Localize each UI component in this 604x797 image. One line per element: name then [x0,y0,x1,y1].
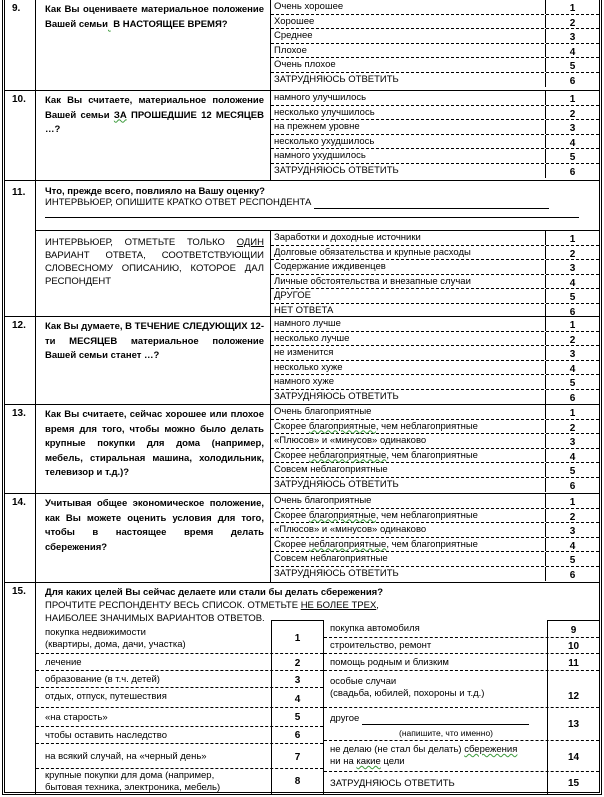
answer-option[interactable]: не делаю (не стал бы делать) сбережения ни на какие цели 14 [324,741,599,772]
answer-option[interactable]: не изменится 3 [271,346,599,361]
answer-option[interactable]: Хорошее 2 [271,15,599,30]
answer-code: 6 [545,478,599,493]
answer-code: 6 [545,567,599,582]
coding-instruction: ИНТЕРВЬЮЕР, ОТМЕТЬТЕ ТОЛЬКО ОДИН ВАРИАНТ ОТВЕТА, СООТВЕТСТВУЮЩИИ СЛОВЕСНОМУ ОПИСАНИЮ, КОТОРОЕ ДАЛ РЕСПОНДЕНТ [36,231,271,316]
answer-option[interactable]: Плохое 4 [271,44,599,59]
question-10 [5,91,599,181]
answer-code: 1 [545,231,599,245]
answer-code: 3 [545,523,599,537]
answer-option[interactable]: Содержание иждивенцев 3 [271,260,599,275]
answer-code: 1 [545,317,599,331]
answer-option[interactable]: особые случаи (свадьба, юбилей, похороны и т.д.) 12 [324,671,599,708]
question-14 [5,494,599,583]
answer-option[interactable]: Долговые обязательства и крупные расходы 2 [271,246,599,261]
answer-option[interactable]: Совсем неблагоприятные 5 [271,552,599,567]
answer-option[interactable]: намного ухудшилось 5 [271,149,599,164]
answer-code: 4 [271,688,323,707]
answer-options [271,91,599,180]
question-number: 9. [5,0,36,90]
question-number: 11. [5,181,36,316]
answer-option[interactable]: НЕТ ОТВЕТА 6 [271,304,599,319]
answer-code: 5 [545,149,599,163]
answer-code: 2 [545,332,599,346]
answer-option[interactable]: образование (в т.ч. детей) 3 [36,671,323,688]
answer-code: 9 [547,620,599,637]
question-number: 12. [5,317,36,404]
answer-code: 4 [545,449,599,463]
answer-code: 2 [545,509,599,523]
question-text: Как Вы считаете, материальное положение Вашей семьи ЗА ПРОШЕДШИЕ 12 МЕСЯЦЕВ …? [36,91,271,180]
answer-option[interactable]: Очень плохое 5 [271,58,599,73]
question-number: 15. [5,583,36,795]
question-15 [5,583,599,795]
answer-options [271,231,599,316]
answer-option[interactable]: несколько хуже 4 [271,361,599,376]
answer-option[interactable]: строительство, ремонт 10 [324,638,599,654]
answer-option[interactable]: «Плюсов» и «минусов» одинаково 3 [271,434,599,449]
answer-code: 3 [545,346,599,360]
question-text: Что, прежде всего, повлияло на Вашу оценку? [45,186,265,197]
answer-code: 12 [547,671,599,707]
answer-option[interactable]: ЗАТРУДНЯЮСЬ ОТВЕТИТЬ 6 [271,390,599,405]
answer-option[interactable]: «Плюсов» и «минусов» одинаково 3 [271,523,599,538]
answer-option[interactable]: ЗАТРУДНЯЮСЬ ОТВЕТИТЬ 6 [271,478,599,493]
question-text: Учитывая общее экономическое положение, как Вы можете оценить условия для того, чтобы в настоящее время делать сбережения? [36,494,271,582]
answer-option[interactable]: несколько лучше 2 [271,332,599,347]
answer-code: 7 [271,744,323,768]
savings-goals-left [36,620,323,795]
answer-option[interactable]: ДРУГОЕ 5 [271,289,599,304]
answer-code: 6 [545,304,599,319]
answer-option[interactable]: Очень благоприятные 1 [271,494,599,509]
answer-option[interactable]: Очень благоприятные 1 [271,405,599,420]
answer-code: 6 [545,164,599,179]
answer-option[interactable]: другое (напишите, что именно) 13 [324,708,599,741]
interviewer-instruction: ИНТЕРВЬЮЕР, ОПИШИТЕ КРАТКО ОТВЕТ РЕСПОНДЕНТА [45,197,593,208]
answer-code: 8 [271,769,323,795]
question-13 [5,405,599,494]
answer-option[interactable]: покупка недвижимости (квартиры, дома, дачи, участка) 1 [36,620,323,654]
answer-code: 14 [547,741,599,771]
questionnaire-page [2,0,602,795]
answer-options [271,317,599,404]
answer-code: 1 [545,0,599,14]
answer-code: 13 [547,708,599,740]
answer-code: 3 [545,120,599,134]
question-body [36,583,599,795]
answer-options [271,0,599,90]
answer-option[interactable]: ЗАТРУДНЯЮСЬ ОТВЕТИТЬ 6 [271,567,599,582]
answer-code: 4 [545,44,599,58]
answer-code: 3 [271,671,323,687]
question-text: Для каких целей Вы сейчас делаете или стали бы делать сбережения? [45,587,384,598]
answer-code: 15 [547,772,599,795]
answer-options [271,405,599,493]
answer-code: 5 [271,708,323,726]
answer-option[interactable]: Совсем неблагоприятные 5 [271,463,599,478]
question-11 [5,181,599,317]
answer-code: 4 [545,361,599,375]
write-in-blank-line[interactable] [362,715,529,725]
answer-code: 2 [545,15,599,29]
question-number: 14. [5,494,36,582]
answer-option[interactable]: Скорее благоприятные, чем неблагоприятные 2 [271,509,599,524]
answer-option[interactable]: помощь родным и близким 11 [324,654,599,671]
answer-code: 3 [545,434,599,448]
answer-code: 6 [271,727,323,743]
answer-option[interactable]: крупные покупки для дома (например, бытовая техника, электроника, мебель) 8 [36,769,323,795]
answer-code: 1 [271,620,323,653]
savings-goals-right [323,620,599,795]
answer-code: 5 [545,463,599,477]
answer-code: 3 [545,29,599,43]
answer-option[interactable]: на прежнем уровне 3 [271,120,599,135]
answer-option[interactable]: несколько ухудшилось 4 [271,135,599,150]
answer-option[interactable]: намного лучше 1 [271,317,599,332]
answer-option[interactable]: намного улучшилось 1 [271,91,599,106]
question-text: Как Вы думаете, В ТЕЧЕНИЕ СЛЕДУЮЩИХ 12-ти МЕСЯЦЕВ материальное положение Вашей семьи станет …? [36,317,271,404]
answer-option[interactable]: отдых, отпуск, путешествия 4 [36,688,323,708]
answer-code: 3 [545,260,599,274]
answer-option[interactable]: на всякий случай, на «черный день» 7 [36,744,323,769]
answer-option[interactable]: Очень хорошее 1 [271,0,599,15]
answer-option[interactable]: Скорее неблагоприятные, чем благоприятные 4 [271,449,599,464]
question-9 [5,0,599,91]
answer-code: 5 [545,58,599,72]
answer-option[interactable]: Среднее 3 [271,29,599,44]
answer-code: 5 [545,552,599,566]
answer-code: 6 [545,73,599,88]
question-number: 10. [5,91,36,180]
answer-blank-line[interactable] [314,199,549,209]
answer-code: 10 [547,638,599,653]
interviewer-instruction-cont: НАИБОЛЕЕ ЗНАЧИМЫХ ВАРИАНТОВ ОТВЕТОВ. [45,613,265,624]
answer-code: 1 [545,91,599,105]
answer-code: 1 [545,494,599,508]
answer-option[interactable]: несколько улучшилось 2 [271,106,599,121]
answer-code: 4 [545,538,599,552]
answer-option[interactable]: чтобы оставить наследство 6 [36,727,323,744]
answer-option[interactable]: ЗАТРУДНЯЮСЬ ОТВЕТИТЬ 15 [324,772,599,795]
answer-option[interactable]: покупка автомобиля 9 [324,620,599,638]
question-text: Как Вы оцениваете материальное положение Вашей семьи В НАСТОЯЩЕЕ ВРЕМЯ? [36,0,271,90]
answer-code: 4 [545,275,599,289]
answer-code: 11 [547,654,599,670]
question-number: 13. [5,405,36,493]
answer-code: 2 [271,654,323,670]
answer-option[interactable]: Личные обстоятельства и внезапные случаи 4 [271,275,599,290]
answer-code: 2 [545,420,599,434]
answer-code: 2 [545,106,599,120]
answer-code: 5 [545,375,599,389]
write-in-hint: (напишите, что именно) [399,728,493,738]
answer-options [271,494,599,582]
answer-blank-line[interactable] [45,217,579,218]
question-12 [5,317,599,405]
answer-option[interactable]: намного хуже 5 [271,375,599,390]
interviewer-instruction: ПРОЧТИТЕ РЕСПОНДЕНТУ ВЕСЬ СПИСОК. ОТМЕТЬТЕ НЕ БОЛЕЕ ТРЕХ, [45,600,379,611]
answer-option[interactable]: Заработки и доходные источники 1 [271,231,599,246]
question-text: Как Вы считаете, сейчас хорошее или плохое время для того, чтобы можно было делать крупные покупки для дома (например, мебель, стиральная машина, холодильник, телевизор и т.д.)? [36,405,271,493]
answer-option[interactable]: Скорее благоприятные, чем неблагоприятные 2 [271,420,599,435]
answer-option[interactable]: ЗАТРУДНЯЮСЬ ОТВЕТИТЬ 6 [271,73,599,88]
answer-code: 5 [545,289,599,303]
answer-option[interactable]: «на старость» 5 [36,708,323,727]
answer-code: 2 [545,246,599,260]
answer-option[interactable]: ЗАТРУДНЯЮСЬ ОТВЕТИТЬ 6 [271,164,599,179]
open-answer-area [36,181,599,231]
answer-option[interactable]: лечение 2 [36,654,323,671]
answer-code: 4 [545,135,599,149]
answer-code: 1 [545,405,599,419]
answer-code: 6 [545,390,599,405]
answer-option[interactable]: Скорее неблагоприятные, чем благоприятные 4 [271,538,599,553]
